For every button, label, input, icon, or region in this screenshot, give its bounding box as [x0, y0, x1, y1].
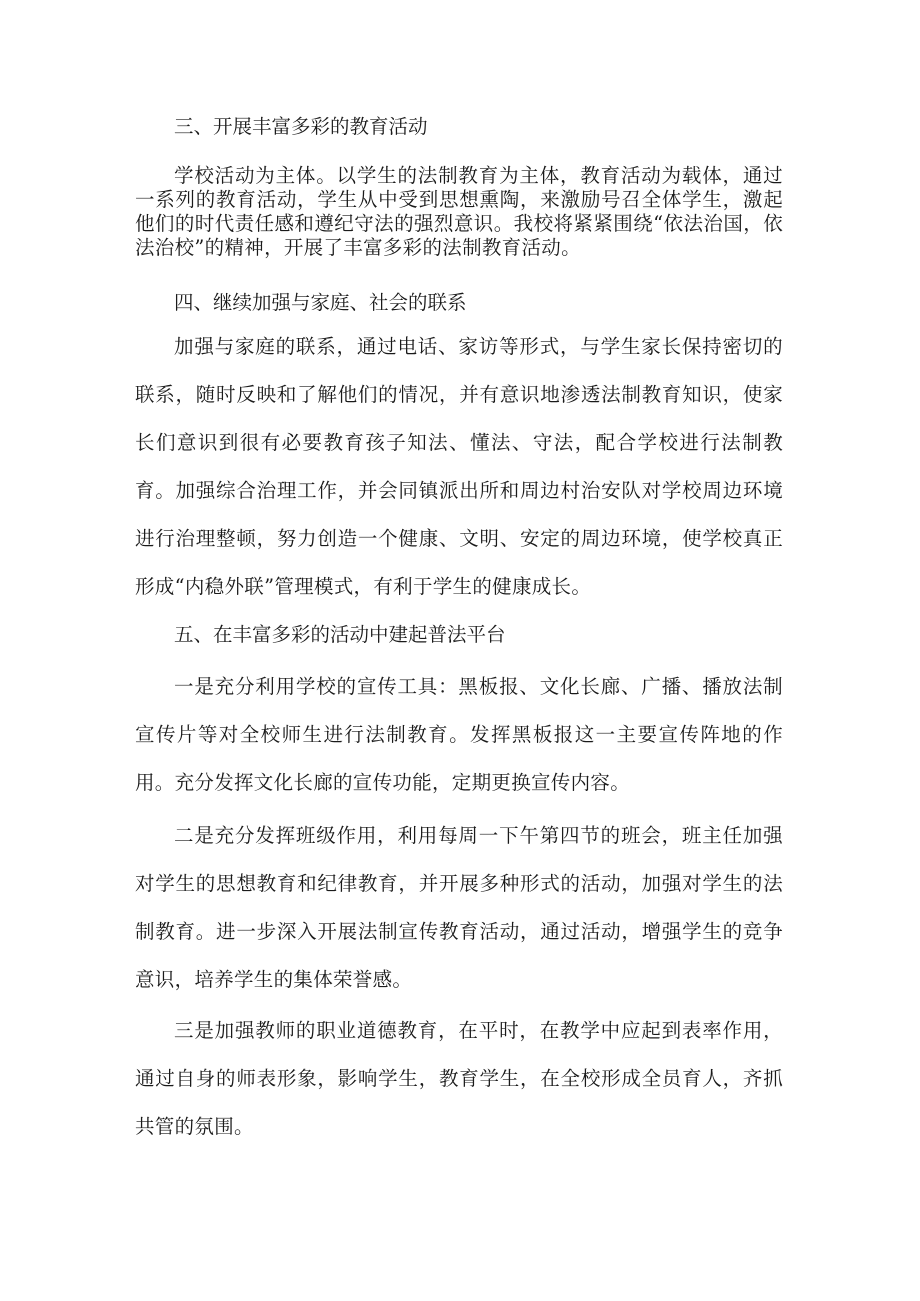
paragraph-second-measure: 二是充分发挥班级作用，利用每周一下午第四节的班会，班主任加强对学生的思想教育和纪律教育，并开展多种形式的活动，加强对学生的法制教育。进一步深入开展法制宣传教育活动，通过活动，增强学生的竞争意识，培养学生的集体荣誉感。 — [135, 824, 783, 991]
paragraph-third-measure: 三是加强教师的职业道德教育，在平时，在教学中应起到表率作用，通过自身的师表形象，影响学生，教育学生，在全校形成全员育人，齐抓共管的氛围。 — [135, 1019, 783, 1138]
section-heading-5: 五、在丰富多彩的活动中建起普法平台 — [174, 623, 506, 646]
paragraph-family-society: 加强与家庭的联系，通过电话、家访等形式，与学生家长保持密切的联系，随时反映和了解他们的情况，并有意识地渗透法制教育知识，使家长们意识到很有必要教育孩子知法、懂法、守法，配合学校进行法制教育。加强综合治理工作，并会同镇派出所和周边村治安队对学校周边环境进行治理整顿，努力创造一个健康、文明、安定的周边环境，使学校真正形成“内稳外联”管理模式，有利于学生的健康成长。 — [135, 335, 783, 598]
section-heading-3: 三、开展丰富多彩的教育活动 — [174, 115, 428, 138]
paragraph-activities: 学校活动为主体。以学生的法制教育为主体，教育活动为载体，通过一系列的教育活动，学生从中受到思想熏陶，来激励号召全体学生，激起他们的时代责任感和遵纪守法的强烈意识。我校将紧紧围绕“依法治国，依法治校”的精神，开展了丰富多彩的法制教育活动。 — [135, 164, 783, 259]
paragraph-first-measure: 一是充分利用学校的宣传工具：黑板报、文化长廊、广播、播放法制宣传片等对全校师生进行法制教育。发挥黑板报这一主要宣传阵地的作用。充分发挥文化长廊的宣传功能，定期更换宣传内容。 — [135, 675, 783, 794]
section-heading-4: 四、继续加强与家庭、社会的联系 — [174, 291, 467, 314]
